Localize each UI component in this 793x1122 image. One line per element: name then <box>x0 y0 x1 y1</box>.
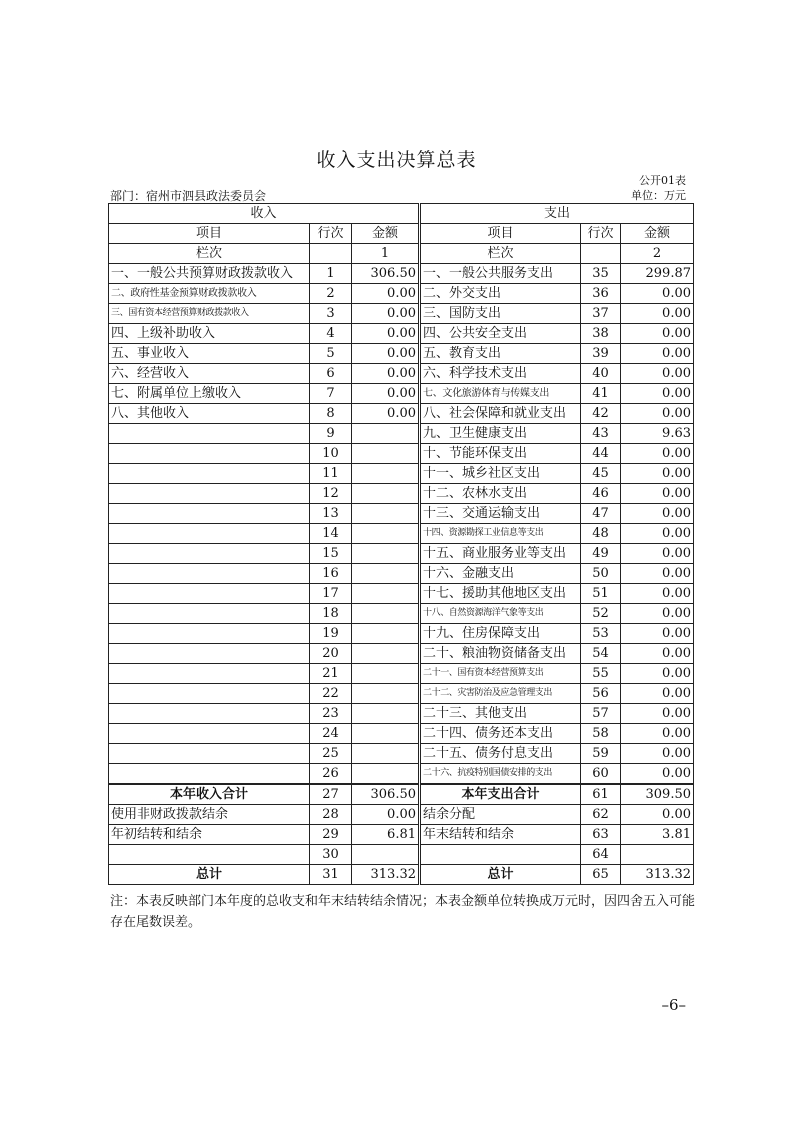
income-amount: 0.00 <box>352 324 420 344</box>
expense-item: 十四、资源勘探工业信息等支出 <box>420 524 581 544</box>
table-row <box>109 324 694 344</box>
income-item-header: 项目 <box>109 224 310 244</box>
expense-item: 三、国防支出 <box>420 304 581 324</box>
expense-row-number: 56 <box>581 684 621 704</box>
income-item: 年初结转和结余 <box>109 825 310 845</box>
expense-amount: 299.87 <box>621 264 694 284</box>
summary-row <box>109 805 694 825</box>
expense-item: 十、节能环保支出 <box>420 444 581 464</box>
income-item: 一、一般公共预算财政拨款收入 <box>109 264 310 284</box>
expense-amount: 0.00 <box>621 384 694 404</box>
income-row-number: 8 <box>310 404 352 424</box>
table-row <box>109 584 694 604</box>
expense-amount <box>621 845 694 865</box>
table-row <box>109 564 694 584</box>
income-amount-header: 金额 <box>352 224 420 244</box>
income-amount: 306.50 <box>352 264 420 284</box>
expense-item: 四、公共安全支出 <box>420 324 581 344</box>
expense-item-header: 项目 <box>420 224 581 244</box>
expense-row-number: 45 <box>581 464 621 484</box>
empty-cell <box>310 244 352 264</box>
expense-row-number: 46 <box>581 484 621 504</box>
table-row <box>109 264 694 284</box>
table-row <box>109 704 694 724</box>
header-row-columns <box>109 224 694 244</box>
income-row-number: 31 <box>310 865 352 885</box>
income-rowno-header: 行次 <box>310 224 352 244</box>
expense-row-number: 51 <box>581 584 621 604</box>
department-label: 部门：宿州市泗县政法委员会 <box>110 189 267 203</box>
expense-row-number: 62 <box>581 805 621 825</box>
income-item <box>109 484 310 504</box>
income-amount: 313.32 <box>352 865 420 885</box>
income-amount: 306.50 <box>352 784 420 805</box>
expense-amount: 0.00 <box>621 584 694 604</box>
expense-amount: 0.00 <box>621 764 694 785</box>
expense-item: 十二、农林水支出 <box>420 484 581 504</box>
expense-amount: 0.00 <box>621 364 694 384</box>
expense-row-number: 36 <box>581 284 621 304</box>
income-row-number: 6 <box>310 364 352 384</box>
income-row-number: 2 <box>310 284 352 304</box>
expense-row-number: 41 <box>581 384 621 404</box>
table-row <box>109 524 694 544</box>
income-item: 本年收入合计 <box>109 784 310 805</box>
expense-item: 十六、金融支出 <box>420 564 581 584</box>
income-row-number: 29 <box>310 825 352 845</box>
page-title: 收入支出决算总表 <box>316 149 477 171</box>
expense-amount: 0.00 <box>621 624 694 644</box>
income-item <box>109 764 310 785</box>
expense-item: 六、科学技术支出 <box>420 364 581 384</box>
income-amount <box>352 704 420 724</box>
table-row <box>109 624 694 644</box>
income-amount <box>352 484 420 504</box>
header-row-column-numbers <box>109 244 694 264</box>
expense-item: 年末结转和结余 <box>420 825 581 845</box>
expense-item: 九、卫生健康支出 <box>420 424 581 444</box>
table-row <box>109 664 694 684</box>
income-row-number: 14 <box>310 524 352 544</box>
income-amount: 0.00 <box>352 384 420 404</box>
expense-row-number: 54 <box>581 644 621 664</box>
expense-item: 七、文化旅游体育与传媒支出 <box>420 384 581 404</box>
expense-row-number: 60 <box>581 764 621 785</box>
income-item: 使用非财政拨款结余 <box>109 805 310 825</box>
expense-row-number: 40 <box>581 364 621 384</box>
income-item <box>109 724 310 744</box>
income-row-number: 9 <box>310 424 352 444</box>
income-column-label: 栏次 <box>109 244 310 264</box>
expense-amount: 0.00 <box>621 805 694 825</box>
income-row-number: 20 <box>310 644 352 664</box>
income-item <box>109 464 310 484</box>
expense-amount: 309.50 <box>621 784 694 805</box>
income-amount <box>352 544 420 564</box>
expense-item: 十三、交通运输支出 <box>420 504 581 524</box>
expense-amount: 3.81 <box>621 825 694 845</box>
expense-item: 总计 <box>420 865 581 885</box>
income-amount: 0.00 <box>352 304 420 324</box>
expense-row-number: 64 <box>581 845 621 865</box>
income-item <box>109 624 310 644</box>
expense-item: 二十二、灾害防治及应急管理支出 <box>420 684 581 704</box>
expense-item: 十一、城乡社区支出 <box>420 464 581 484</box>
income-row-number: 28 <box>310 805 352 825</box>
expense-row-number: 42 <box>581 404 621 424</box>
expense-amount: 0.00 <box>621 464 694 484</box>
expense-item: 十九、住房保障支出 <box>420 624 581 644</box>
income-row-number: 19 <box>310 624 352 644</box>
expense-item: 十五、商业服务业等支出 <box>420 544 581 564</box>
expense-amount: 313.32 <box>621 865 694 885</box>
expense-row-number: 44 <box>581 444 621 464</box>
income-row-number: 17 <box>310 584 352 604</box>
income-amount <box>352 744 420 764</box>
expense-item: 二十三、其他支出 <box>420 704 581 724</box>
income-item: 四、上级补助收入 <box>109 324 310 344</box>
expense-amount: 0.00 <box>621 724 694 744</box>
expense-row-number: 35 <box>581 264 621 284</box>
income-item: 五、事业收入 <box>109 344 310 364</box>
income-item: 二、政府性基金预算财政拨款收入 <box>109 284 310 304</box>
income-amount: 0.00 <box>352 805 420 825</box>
table-row <box>109 364 694 384</box>
expense-item: 二十一、国有资本经营预算支出 <box>420 664 581 684</box>
income-item <box>109 644 310 664</box>
income-row-number: 30 <box>310 845 352 865</box>
income-item <box>109 444 310 464</box>
income-item <box>109 684 310 704</box>
expense-amount: 0.00 <box>621 304 694 324</box>
expense-item: 十七、援助其他地区支出 <box>420 584 581 604</box>
income-item <box>109 544 310 564</box>
expense-row-number: 50 <box>581 564 621 584</box>
expense-item: 十八、自然资源海洋气象等支出 <box>420 604 581 624</box>
income-item: 六、经营收入 <box>109 364 310 384</box>
income-amount: 0.00 <box>352 344 420 364</box>
expense-item: 一、一般公共服务支出 <box>420 264 581 284</box>
table-row <box>109 744 694 764</box>
expense-row-number: 39 <box>581 344 621 364</box>
expense-row-number: 63 <box>581 825 621 845</box>
income-row-number: 16 <box>310 564 352 584</box>
income-row-number: 22 <box>310 684 352 704</box>
expense-row-number: 58 <box>581 724 621 744</box>
income-amount: 6.81 <box>352 825 420 845</box>
income-amount <box>352 764 420 785</box>
summary-row <box>109 825 694 845</box>
income-expense-table <box>108 203 694 885</box>
income-item <box>109 664 310 684</box>
expense-item: 二十六、抗疫特别国债安排的支出 <box>420 764 581 785</box>
expense-row-number: 37 <box>581 304 621 324</box>
income-row-number: 18 <box>310 604 352 624</box>
page-number: –6– <box>661 996 686 1014</box>
income-amount <box>352 444 420 464</box>
income-column-number: 1 <box>352 244 420 264</box>
expense-item: 二十四、债务还本支出 <box>420 724 581 744</box>
expense-row-number: 59 <box>581 744 621 764</box>
income-amount <box>352 845 420 865</box>
expense-column-label: 栏次 <box>420 244 581 264</box>
income-row-number: 27 <box>310 784 352 805</box>
expense-amount: 0.00 <box>621 564 694 584</box>
expense-amount: 0.00 <box>621 544 694 564</box>
empty-cell <box>581 244 621 264</box>
expense-amount: 0.00 <box>621 644 694 664</box>
income-row-number: 24 <box>310 724 352 744</box>
income-amount <box>352 424 420 444</box>
expense-item: 二十、粮油物资储备支出 <box>420 644 581 664</box>
income-item: 八、其他收入 <box>109 404 310 424</box>
expense-amount: 0.00 <box>621 344 694 364</box>
income-amount <box>352 664 420 684</box>
table-row <box>109 644 694 664</box>
expense-amount: 0.00 <box>621 684 694 704</box>
income-amount: 0.00 <box>352 364 420 384</box>
income-row-number: 5 <box>310 344 352 364</box>
income-amount: 0.00 <box>352 284 420 304</box>
expense-row-number: 55 <box>581 664 621 684</box>
summary-row <box>109 784 694 805</box>
expense-amount: 0.00 <box>621 484 694 504</box>
income-header: 收入 <box>109 204 420 224</box>
expense-amount: 0.00 <box>621 704 694 724</box>
form-number: 公开01表 <box>639 174 686 187</box>
expense-amount: 0.00 <box>621 664 694 684</box>
expense-column-number: 2 <box>621 244 694 264</box>
income-item: 总计 <box>109 865 310 885</box>
income-item <box>109 524 310 544</box>
expense-item: 二十五、债务付息支出 <box>420 744 581 764</box>
income-amount <box>352 604 420 624</box>
expense-rowno-header: 行次 <box>581 224 621 244</box>
table-row <box>109 604 694 624</box>
table-row <box>109 464 694 484</box>
income-item: 三、国有资本经营预算财政拨款收入 <box>109 304 310 324</box>
expense-row-number: 53 <box>581 624 621 644</box>
income-row-number: 21 <box>310 664 352 684</box>
expense-row-number: 43 <box>581 424 621 444</box>
income-item: 七、附属单位上缴收入 <box>109 384 310 404</box>
expense-row-number: 61 <box>581 784 621 805</box>
income-item <box>109 845 310 865</box>
table-row <box>109 404 694 424</box>
income-row-number: 26 <box>310 764 352 785</box>
table-row <box>109 304 694 324</box>
expense-header: 支出 <box>420 204 694 224</box>
table-row <box>109 764 694 785</box>
table-row <box>109 344 694 364</box>
income-item <box>109 564 310 584</box>
expense-amount: 0.00 <box>621 284 694 304</box>
header-row-section <box>109 204 694 224</box>
income-amount <box>352 724 420 744</box>
table-row <box>109 504 694 524</box>
income-amount <box>352 684 420 704</box>
footnote: 注：本表反映部门本年度的总收支和年末结转结余情况；本表金额单位转换成万元时，因四舍五入可能存在尾数误差。 <box>110 894 696 930</box>
expense-row-number: 47 <box>581 504 621 524</box>
income-item <box>109 504 310 524</box>
income-amount <box>352 464 420 484</box>
income-amount <box>352 564 420 584</box>
table-row <box>109 424 694 444</box>
expense-row-number: 57 <box>581 704 621 724</box>
income-item <box>109 584 310 604</box>
expense-row-number: 65 <box>581 865 621 885</box>
table-row <box>109 684 694 704</box>
expense-item: 结余分配 <box>420 805 581 825</box>
income-row-number: 3 <box>310 304 352 324</box>
expense-amount: 9.63 <box>621 424 694 444</box>
table-row <box>109 544 694 564</box>
expense-item <box>420 845 581 865</box>
income-row-number: 12 <box>310 484 352 504</box>
expense-item: 五、教育支出 <box>420 344 581 364</box>
expense-row-number: 48 <box>581 524 621 544</box>
expense-amount: 0.00 <box>621 604 694 624</box>
income-row-number: 7 <box>310 384 352 404</box>
expense-amount-header: 金额 <box>621 224 694 244</box>
table-row <box>109 724 694 744</box>
expense-row-number: 52 <box>581 604 621 624</box>
expense-row-number: 49 <box>581 544 621 564</box>
expense-amount: 0.00 <box>621 524 694 544</box>
income-row-number: 1 <box>310 264 352 284</box>
summary-row <box>109 865 694 885</box>
income-item <box>109 424 310 444</box>
expense-amount: 0.00 <box>621 504 694 524</box>
income-amount <box>352 584 420 604</box>
income-row-number: 15 <box>310 544 352 564</box>
expense-amount: 0.00 <box>621 444 694 464</box>
expense-amount: 0.00 <box>621 324 694 344</box>
table-row <box>109 484 694 504</box>
table-row <box>109 384 694 404</box>
income-amount <box>352 644 420 664</box>
expense-item: 二、外交支出 <box>420 284 581 304</box>
expense-item: 八、社会保障和就业支出 <box>420 404 581 424</box>
income-amount <box>352 524 420 544</box>
income-row-number: 11 <box>310 464 352 484</box>
income-row-number: 23 <box>310 704 352 724</box>
income-amount <box>352 504 420 524</box>
expense-amount: 0.00 <box>621 744 694 764</box>
summary-row <box>109 845 694 865</box>
expense-amount: 0.00 <box>621 404 694 424</box>
expense-item: 本年支出合计 <box>420 784 581 805</box>
income-row-number: 4 <box>310 324 352 344</box>
table-row <box>109 444 694 464</box>
income-amount <box>352 624 420 644</box>
income-item <box>109 744 310 764</box>
income-amount: 0.00 <box>352 404 420 424</box>
income-item <box>109 604 310 624</box>
unit-label: 单位：万元 <box>631 189 686 202</box>
income-row-number: 25 <box>310 744 352 764</box>
income-row-number: 13 <box>310 504 352 524</box>
income-row-number: 10 <box>310 444 352 464</box>
expense-row-number: 38 <box>581 324 621 344</box>
table-row <box>109 284 694 304</box>
income-item <box>109 704 310 724</box>
